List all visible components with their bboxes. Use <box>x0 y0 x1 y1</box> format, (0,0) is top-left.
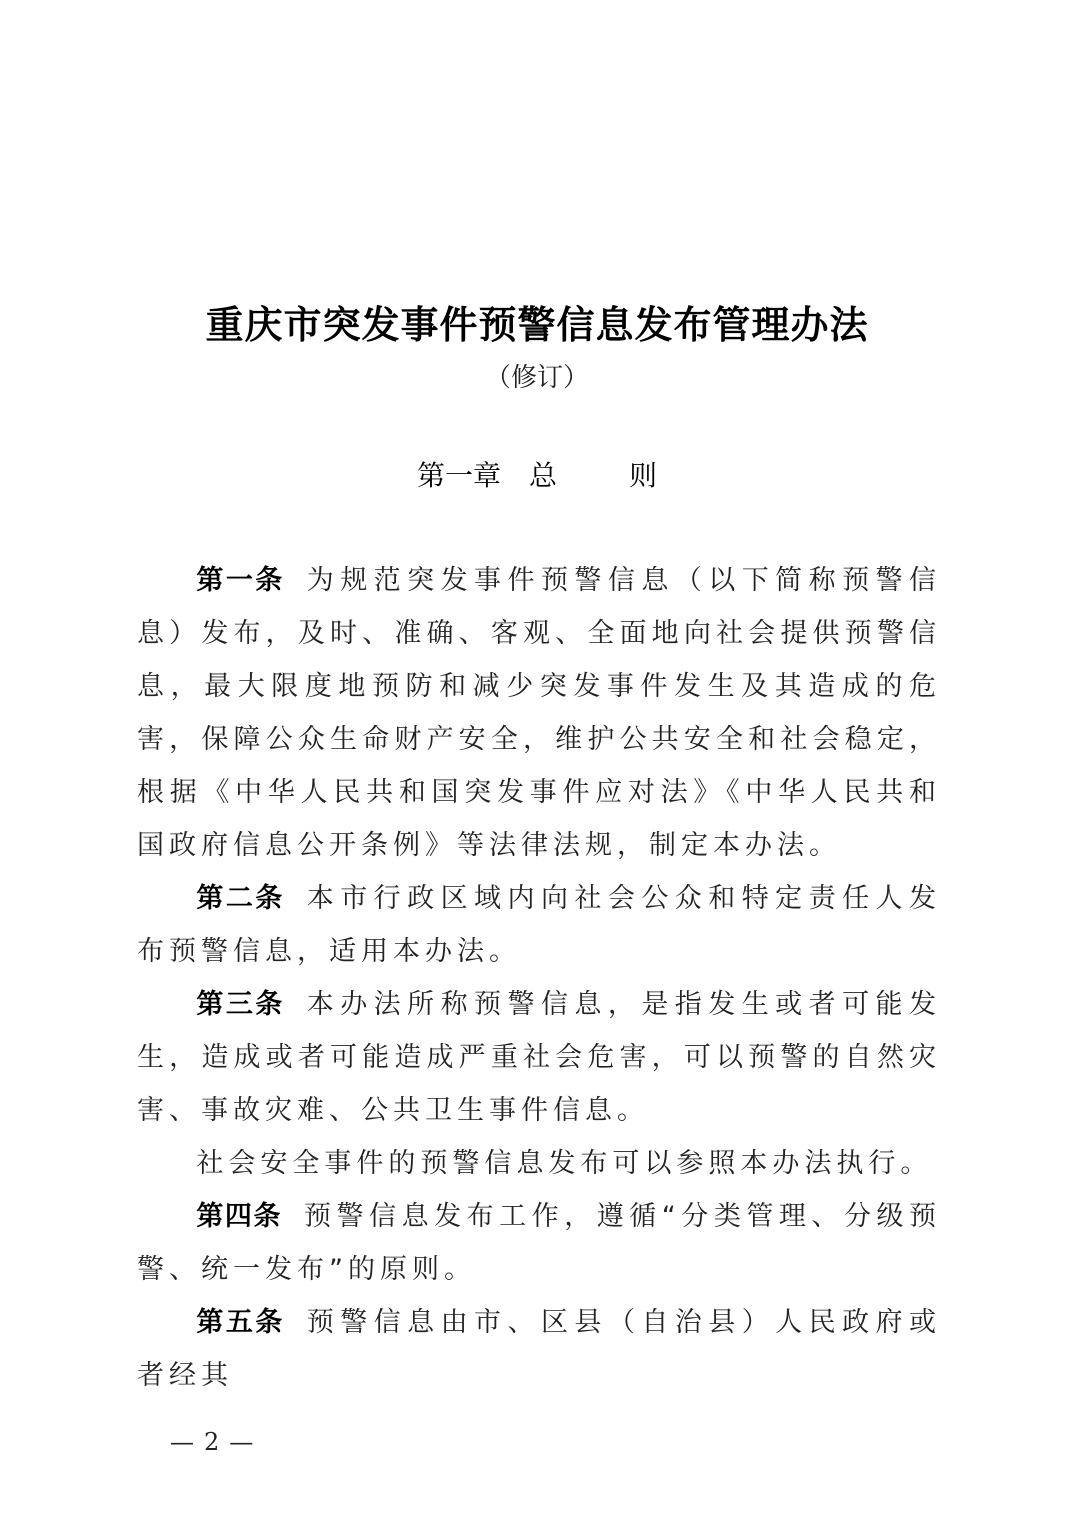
article-label: 第二条 <box>196 883 285 914</box>
article-3-paragraph-2 <box>137 1137 941 1190</box>
document-subtitle: （修订） <box>484 363 589 393</box>
article-label: 第一条 <box>196 565 285 596</box>
document-body <box>137 554 941 1402</box>
chapter-name-part1: 总 <box>528 459 557 492</box>
page-number-value: 2 <box>204 1428 220 1456</box>
chapter-heading <box>0 456 1074 496</box>
chapter-number: 第一章 <box>416 459 501 492</box>
article-3 <box>137 978 941 1137</box>
article-text: 为规范突发事件预警信息（以下简称预警信息）发布，及时、准确、客观、全面地向社会提供预警信息，最大限度地预防和减少突发事件发生及其造成的危害，保障公众生命财产安全，维护公共安全和社会稳定，根据《中华人民共和国突发事件应对法》《中华人民共和国政府信息公开条例》等法律法规，制定本办法。 <box>137 565 942 861</box>
article-2 <box>137 872 941 978</box>
page-number-dash-right: — <box>229 1428 254 1456</box>
article-5 <box>137 1296 941 1402</box>
article-text: 本办法所称预警信息，是指发生或者可能发生，造成或者可能造成严重社会危害，可以预警的自然灾害、事故灾难、公共卫生事件信息。 <box>137 989 942 1126</box>
document-title: 重庆市突发事件预警信息发布管理办法 <box>205 302 869 347</box>
article-label: 第五条 <box>196 1307 285 1338</box>
article-text: 预警信息发布工作，遵循“分类管理、分级预警、统一发布”的原则。 <box>137 1201 941 1285</box>
page-number <box>160 1426 1074 1458</box>
article-label: 第四条 <box>196 1201 282 1232</box>
page-number-dash-left: — <box>170 1428 194 1456</box>
article-1 <box>137 554 941 872</box>
article-text: 社会安全事件的预警信息发布可以参照本办法执行。 <box>196 1148 933 1179</box>
chapter-name-part2: 则 <box>629 459 658 492</box>
article-4 <box>137 1190 941 1296</box>
article-label: 第三条 <box>196 989 285 1020</box>
article-text: 本市行政区域内向社会公众和特定责任人发布预警信息，适用本办法。 <box>137 883 942 967</box>
article-text: 预警信息由市、区县（自治县）人民政府或者经其 <box>137 1307 942 1391</box>
